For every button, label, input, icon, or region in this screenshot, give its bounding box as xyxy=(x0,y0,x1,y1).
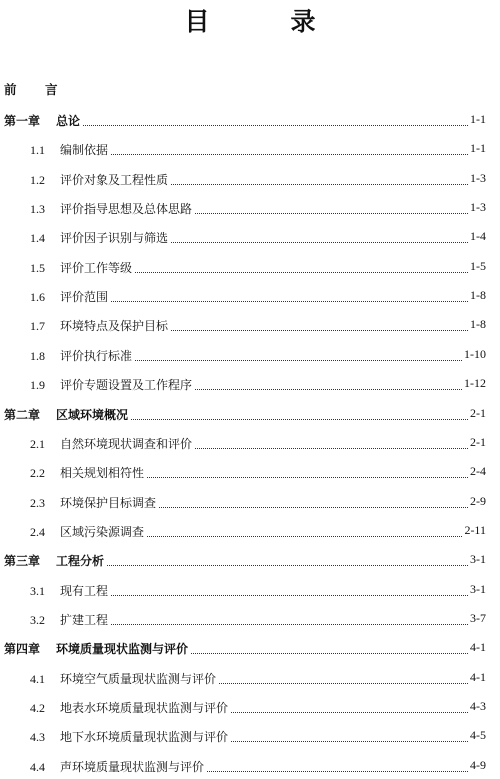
toc-section-row[interactable] xyxy=(0,494,500,512)
toc-section-row[interactable] xyxy=(0,376,500,394)
toc-entry-label xyxy=(4,112,82,129)
toc-entry-title: 相关规划相符性 xyxy=(60,466,145,481)
toc-entry-number: 第四章 xyxy=(4,642,41,657)
toc-entry-title: 环境质量现状监测与评价 xyxy=(56,642,189,657)
toc-entry-title: 评价范围 xyxy=(60,290,109,305)
toc-entry-number: 1.3 xyxy=(30,202,45,217)
toc-page-number: 4-1 xyxy=(470,669,486,684)
toc-entry-number: 2.1 xyxy=(30,436,45,451)
toc-entry-label xyxy=(30,288,110,305)
toc-entry-number: 3.1 xyxy=(30,583,45,598)
toc-entry-number: 第一章 xyxy=(4,114,41,128)
toc-section-row[interactable] xyxy=(0,611,500,629)
toc-section-row[interactable] xyxy=(0,141,500,159)
toc-page-number: 1-3 xyxy=(470,200,486,215)
toc-entry-label xyxy=(4,406,130,423)
toc-page-number: 1-3 xyxy=(470,170,486,185)
toc-page-number: 3-1 xyxy=(470,552,486,567)
toc-entry-label xyxy=(30,494,158,511)
toc-entry-title: 环境保护目标调查 xyxy=(60,495,157,510)
toc-entry-label xyxy=(30,611,110,628)
toc-entry-title: 环境特点及保护目标 xyxy=(60,319,169,334)
toc-entry-title: 评价对象及工程性质 xyxy=(60,172,169,187)
toc-entry-number: 1.7 xyxy=(30,319,45,334)
toc-entry-title: 区域污染源调查 xyxy=(60,524,145,539)
toc-entry-number: 1.8 xyxy=(30,348,45,363)
toc-entry-label xyxy=(30,758,206,775)
toc-section-row[interactable] xyxy=(0,259,500,277)
toc-section-row[interactable] xyxy=(0,582,500,600)
toc-section-row[interactable] xyxy=(0,200,500,218)
toc-section-row[interactable] xyxy=(0,523,500,541)
toc-entry-label xyxy=(30,376,194,393)
toc-entry-label xyxy=(30,435,194,452)
toc-entry-title: 评价执行标准 xyxy=(60,348,133,363)
toc-entry-label xyxy=(30,347,134,364)
toc-entry-number: 4.4 xyxy=(30,759,45,774)
toc-entry-title: 声环境质量现状监测与评价 xyxy=(60,759,205,774)
toc-entry-title: 区域环境概况 xyxy=(56,407,129,422)
toc-entry-title: 地下水环境质量现状监测与评价 xyxy=(60,730,229,745)
toc-section-row[interactable] xyxy=(0,699,500,717)
toc-entry-title: 评价指导思想及总体思路 xyxy=(60,202,193,217)
toc-entry-label xyxy=(30,582,110,599)
toc-section-row[interactable] xyxy=(0,728,500,746)
toc-entry-title: 自然环境现状调查和评价 xyxy=(60,436,193,451)
toc-section-row[interactable] xyxy=(0,435,500,453)
toc-page-number: 1-10 xyxy=(464,346,486,361)
toc-entry-number: 1.5 xyxy=(30,260,45,275)
toc-entry-title: 地表水环境质量现状监测与评价 xyxy=(60,701,229,715)
toc-entry-title: 评价工作等级 xyxy=(60,260,133,275)
toc-page-number: 4-5 xyxy=(470,728,486,743)
toc-section-row[interactable] xyxy=(0,670,500,688)
toc-page-number: 1-8 xyxy=(470,317,486,332)
toc-section-row[interactable] xyxy=(0,347,500,365)
toc-entry-label xyxy=(30,229,170,246)
toc-entry-number: 第二章 xyxy=(4,407,41,422)
toc-entry-number: 4.3 xyxy=(30,730,45,745)
toc-entry-label xyxy=(30,523,146,540)
toc-entry-number: 1.2 xyxy=(30,172,45,187)
toc-entry-number: 1.6 xyxy=(30,290,45,305)
toc-chapter-row[interactable] xyxy=(0,640,500,658)
toc-entry-label xyxy=(30,670,218,687)
toc-entry-number: 2.3 xyxy=(30,495,45,510)
toc-entry-title: 扩建工程 xyxy=(60,612,109,627)
toc-entry-label xyxy=(30,259,134,276)
toc-section-row[interactable] xyxy=(0,317,500,335)
toc-entry-label xyxy=(4,640,190,657)
toc-page-number: 2-1 xyxy=(470,405,486,420)
toc-entry-number: 2.2 xyxy=(30,466,45,481)
toc-page-number: 2-9 xyxy=(470,493,486,508)
toc-page-number: 2-11 xyxy=(464,522,486,537)
toc-entry-label xyxy=(30,317,170,334)
toc-page-number: 4-1 xyxy=(470,640,486,655)
toc-section-row[interactable] xyxy=(0,171,500,189)
toc-entry-label xyxy=(30,200,194,217)
toc-entry-title: 评价因子识别与筛选 xyxy=(60,231,169,246)
toc-chapter-row[interactable] xyxy=(0,552,500,570)
toc-page-number: 3-1 xyxy=(470,581,486,596)
toc-entry-number: 1.9 xyxy=(30,378,45,393)
toc-page-number: 4-3 xyxy=(470,699,486,713)
page-title: 目 录 xyxy=(184,7,344,36)
toc-entry-title: 总论 xyxy=(56,114,81,128)
toc-entry-number: 3.2 xyxy=(30,612,45,627)
toc-page-number: 1-8 xyxy=(470,288,486,303)
toc-section-row[interactable] xyxy=(0,758,500,776)
toc-entry-number: 4.1 xyxy=(30,671,45,686)
toc-page-number: 1-1 xyxy=(470,141,486,156)
toc-entry-title: 编制依据 xyxy=(60,143,109,158)
toc-entry-number: 2.4 xyxy=(30,524,45,539)
toc-entry-label xyxy=(30,171,170,188)
toc-chapter-row[interactable] xyxy=(0,406,500,424)
toc-entry-number: 第三章 xyxy=(4,554,41,569)
toc-entry-label xyxy=(30,699,230,716)
toc-foreword[interactable]: 前 言 xyxy=(4,82,66,97)
toc-page-number: 2-4 xyxy=(470,464,486,479)
toc-entry-label xyxy=(30,464,146,481)
toc-page-number: 4-9 xyxy=(470,757,486,772)
toc-page-number: 2-1 xyxy=(470,434,486,449)
toc-entry-title: 工程分析 xyxy=(56,554,105,569)
toc-page-number: 1-5 xyxy=(470,258,486,273)
toc-entry-label xyxy=(4,552,106,569)
toc-entry-number: 4.2 xyxy=(30,701,45,715)
toc-chapter-row[interactable] xyxy=(0,112,500,130)
toc-section-row[interactable] xyxy=(0,464,500,482)
toc-entry-number: 1.1 xyxy=(30,143,45,158)
toc-page-number: 1-4 xyxy=(470,229,486,244)
toc-entry-title: 评价专题设置及工作程序 xyxy=(60,378,193,393)
toc-entry-number: 1.4 xyxy=(30,231,45,246)
toc-entry-title: 环境空气质量现状监测与评价 xyxy=(60,671,217,686)
toc-section-row[interactable] xyxy=(0,229,500,247)
toc-page-number: 3-7 xyxy=(470,610,486,625)
toc-section-row[interactable] xyxy=(0,288,500,306)
toc-page-number: 1-12 xyxy=(464,376,486,391)
toc-entry-title: 现有工程 xyxy=(60,583,109,598)
toc-entry-label xyxy=(30,141,110,158)
toc-page-number: 1-1 xyxy=(470,112,486,126)
toc-entry-label xyxy=(30,728,230,745)
